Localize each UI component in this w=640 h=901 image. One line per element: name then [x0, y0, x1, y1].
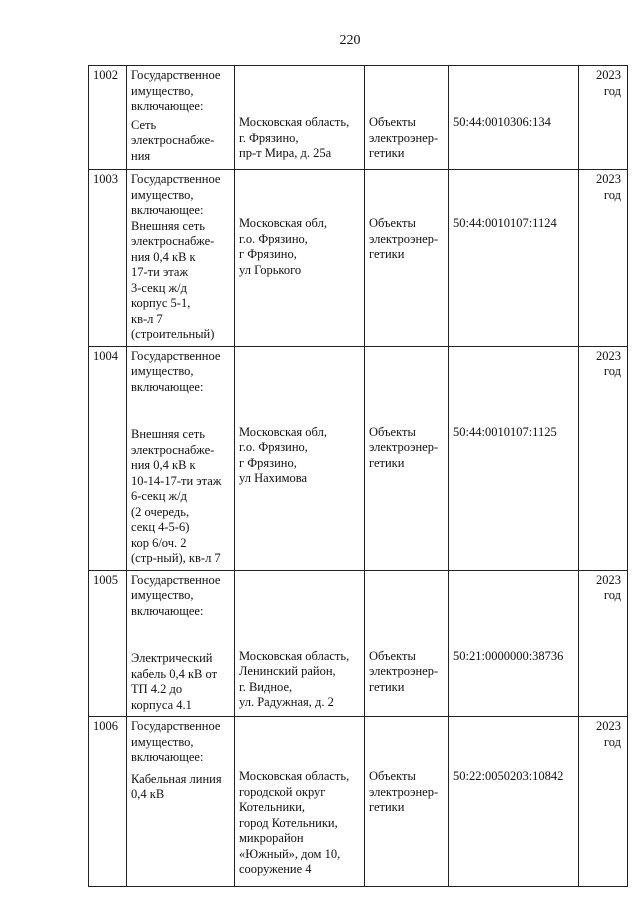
- address-cell: [235, 570, 365, 717]
- object-type: Объекты электроэнер- гетики: [369, 769, 439, 814]
- address-cell: [235, 66, 365, 170]
- row-number: 1002: [93, 68, 118, 82]
- object-name-cell: [127, 570, 235, 717]
- object-address: Московская область, Ленинский район, г. Видное, ул. Радужная, д. 2: [239, 648, 350, 709]
- row-number: 1006: [93, 719, 118, 733]
- row-number: 1003: [93, 172, 118, 186]
- row-number-cell: [89, 170, 127, 347]
- year-cell: [579, 170, 628, 347]
- object-intro-text: Государственное имущество, включающее:: [131, 572, 221, 618]
- table-row: [89, 717, 628, 887]
- year-cell: [579, 346, 628, 570]
- cadastral-number: 50:21:0000000:38736: [453, 648, 564, 663]
- cadastral-cell: [449, 346, 579, 570]
- object-intro-text: Государственное имущество, включающее:: [131, 68, 221, 113]
- object-address: Московская обл, г.о. Фрязино, г Фрязино, ул Горького: [239, 216, 327, 277]
- object-name: Внешняя сеть электроснабже- ния 0,4 кВ к 10-14-17-ти этаж 6-секц ж/д (2 очередь, секц 4-5-6) кор 6/оч. 2 (стр-ный), кв-л 7: [131, 427, 222, 565]
- object-name: Электрический кабель 0,4 кВ от ТП 4.2 до корпуса 4.1: [131, 651, 218, 712]
- page-number: 220: [339, 33, 361, 48]
- object-name: Кабельная линия 0,4 кВ: [131, 771, 222, 801]
- object-name-cell: [127, 66, 235, 170]
- year-cell: [579, 570, 628, 717]
- row-number: 1005: [93, 572, 118, 587]
- type-cell: [365, 570, 449, 717]
- row-number-cell: [89, 66, 127, 170]
- type-cell: [365, 66, 449, 170]
- cadastral-cell: [449, 717, 579, 887]
- object-type: Объекты электроэнер- гетики: [369, 216, 439, 261]
- address-cell: [235, 717, 365, 887]
- year-value: 2023 год: [596, 68, 621, 98]
- address-cell: [235, 346, 365, 570]
- registry-table-body: [89, 66, 628, 887]
- cadastral-number: 50:44:0010306:134: [453, 115, 551, 129]
- object-name: Сеть электроснабже- ния: [131, 117, 215, 163]
- type-cell: [365, 170, 449, 347]
- table-row: [89, 66, 628, 170]
- row-number-cell: [89, 717, 127, 887]
- object-name-cell: [127, 346, 235, 570]
- address-cell: [235, 170, 365, 347]
- object-intro-text: Государственное имущество, включающее:: [131, 172, 221, 217]
- row-number: 1004: [93, 348, 118, 363]
- cadastral-number: 50:44:0010107:1125: [453, 424, 557, 439]
- table-row: [89, 570, 628, 717]
- table-row: [89, 170, 628, 347]
- year-value: 2023 год: [596, 172, 621, 202]
- type-cell: [365, 717, 449, 887]
- cadastral-cell: [449, 170, 579, 347]
- year-cell: [579, 66, 628, 170]
- object-address: Московская область, городской округ Котельники, город Котельники, микрорайон «Южный», дом 10, сооружение 4: [239, 769, 350, 876]
- object-type: Объекты электроэнер- гетики: [369, 424, 439, 470]
- year-value: 2023 год: [596, 572, 621, 602]
- year-cell: [579, 717, 628, 887]
- object-intro-text: Государственное имущество, включающее:: [131, 348, 221, 394]
- object-intro-text: Государственное имущество, включающее:: [131, 719, 221, 764]
- object-name-cell: [127, 717, 235, 887]
- table-row: [89, 346, 628, 570]
- year-value: 2023 год: [596, 719, 621, 749]
- cadastral-number: 50:44:0010107:1124: [453, 216, 557, 230]
- object-name: Внешняя сеть электроснабже- ния 0,4 кВ к 17-ти этаж 3-секц ж/д корпус 5-1, кв-л 7 (строительный): [131, 218, 215, 341]
- row-number-cell: [89, 346, 127, 570]
- cadastral-number: 50:22:0050203:10842: [453, 769, 564, 783]
- object-address: Московская обл, г.о. Фрязино, г Фрязино, ул Нахимова: [239, 424, 327, 485]
- registry-table: [88, 65, 628, 887]
- object-address: Московская область, г. Фрязино, пр-т Мира, д. 25а: [239, 115, 350, 160]
- year-value: 2023 год: [596, 348, 621, 378]
- object-type: Объекты электроэнер- гетики: [369, 115, 439, 160]
- object-type: Объекты электроэнер- гетики: [369, 648, 439, 694]
- row-number-cell: [89, 570, 127, 717]
- cadastral-cell: [449, 66, 579, 170]
- object-name-cell: [127, 170, 235, 347]
- type-cell: [365, 346, 449, 570]
- cadastral-cell: [449, 570, 579, 717]
